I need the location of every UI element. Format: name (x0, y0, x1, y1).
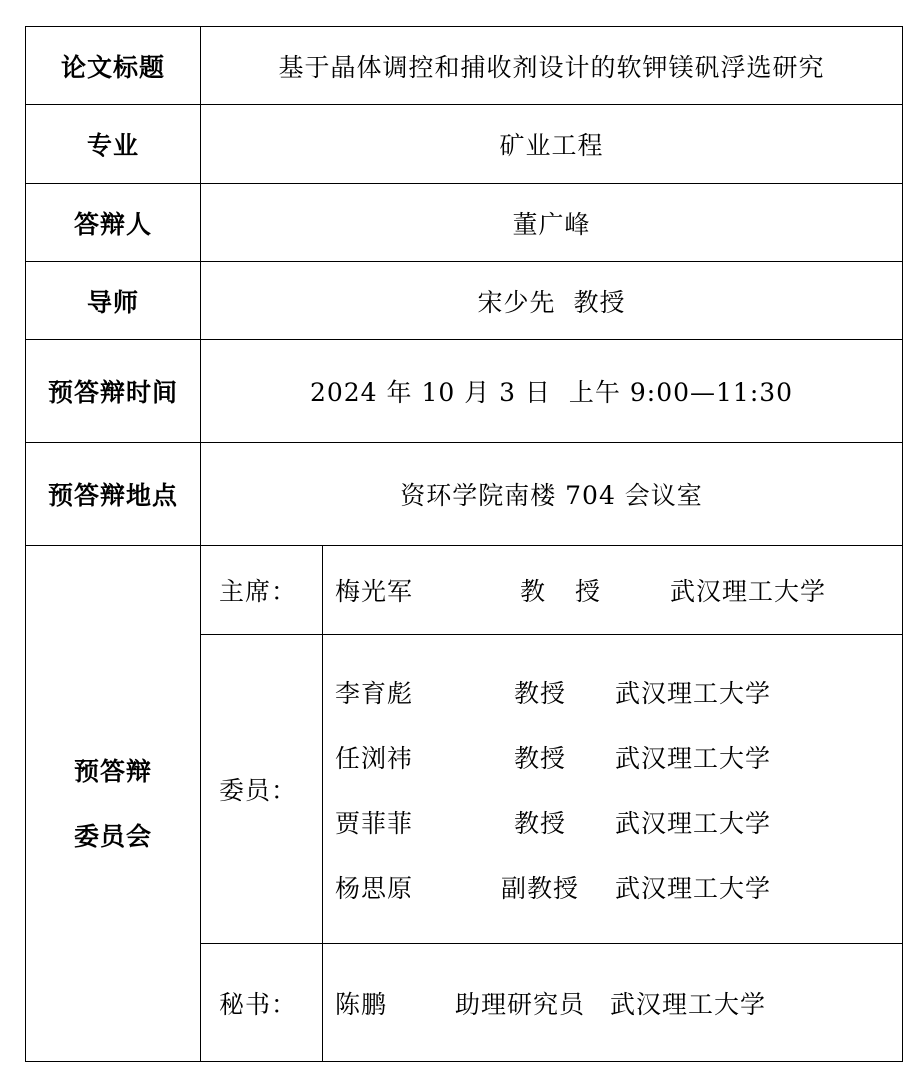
thesis-title-value: 基于晶体调控和捕收剂设计的软钾镁矾浮选研究 (201, 27, 903, 105)
members-cell (323, 635, 903, 944)
member-unit: 武汉理工大学 (615, 873, 772, 903)
candidate-label: 答辩人 (26, 184, 201, 262)
member-entry (323, 854, 902, 919)
row-advisor (26, 262, 903, 340)
candidate-value: 董广峰 (201, 184, 903, 262)
chair-entry (323, 558, 902, 623)
member-unit: 武汉理工大学 (615, 808, 772, 838)
member-name: 杨思原 (335, 873, 414, 903)
member-name: 任浏祎 (335, 743, 414, 773)
row-chair (26, 546, 903, 635)
defense-location-label: 预答辩地点 (26, 443, 201, 546)
member-title: 教授 (513, 678, 566, 708)
chair-unit: 武汉理工大学 (670, 577, 827, 606)
major-value: 矿业工程 (201, 105, 903, 184)
defense-time-label: 预答辩时间 (26, 340, 201, 443)
member-entry (323, 659, 902, 724)
chair-role: 主席： (201, 546, 323, 635)
major-label: 专业 (26, 105, 201, 184)
member-unit: 武汉理工大学 (615, 743, 772, 773)
defense-location-value: 资环学院南楼 704 会议室 (201, 443, 903, 546)
row-defense-time (26, 340, 903, 443)
secretary-entry (323, 970, 902, 1035)
secretary-name: 陈鹏 (335, 989, 388, 1019)
committee-label-line2: 委员会 (73, 821, 152, 851)
secretary-role: 秘书： (201, 944, 323, 1062)
advisor-value: 宋少先 教授 (201, 262, 903, 340)
member-title: 副教授 (500, 873, 579, 903)
row-candidate (26, 184, 903, 262)
member-entry (323, 724, 902, 789)
member-title: 教授 (513, 808, 566, 838)
member-name: 李育彪 (335, 678, 414, 708)
chair-name: 梅光军 (335, 577, 414, 606)
member-title: 教授 (513, 743, 566, 773)
row-thesis-title (26, 27, 903, 105)
committee-label-line1: 预答辩 (73, 756, 152, 786)
committee-label (26, 546, 201, 1062)
defense-info-table (25, 26, 903, 1062)
defense-time-value: 2024 年 10 月 3 日 上午 9:00—11:30 (201, 340, 903, 443)
chair-title: 教授 (519, 577, 630, 606)
secretary-title: 助理研究员 (454, 989, 585, 1019)
secretary-unit: 武汉理工大学 (610, 989, 767, 1019)
member-name: 贾菲菲 (335, 808, 414, 838)
secretary-cell (323, 944, 903, 1062)
members-role: 委员： (201, 635, 323, 944)
advisor-label: 导师 (26, 262, 201, 340)
member-unit: 武汉理工大学 (615, 678, 772, 708)
thesis-title-label: 论文标题 (26, 27, 201, 105)
chair-cell (323, 546, 903, 635)
row-defense-location (26, 443, 903, 546)
member-entry (323, 789, 902, 854)
row-major (26, 105, 903, 184)
